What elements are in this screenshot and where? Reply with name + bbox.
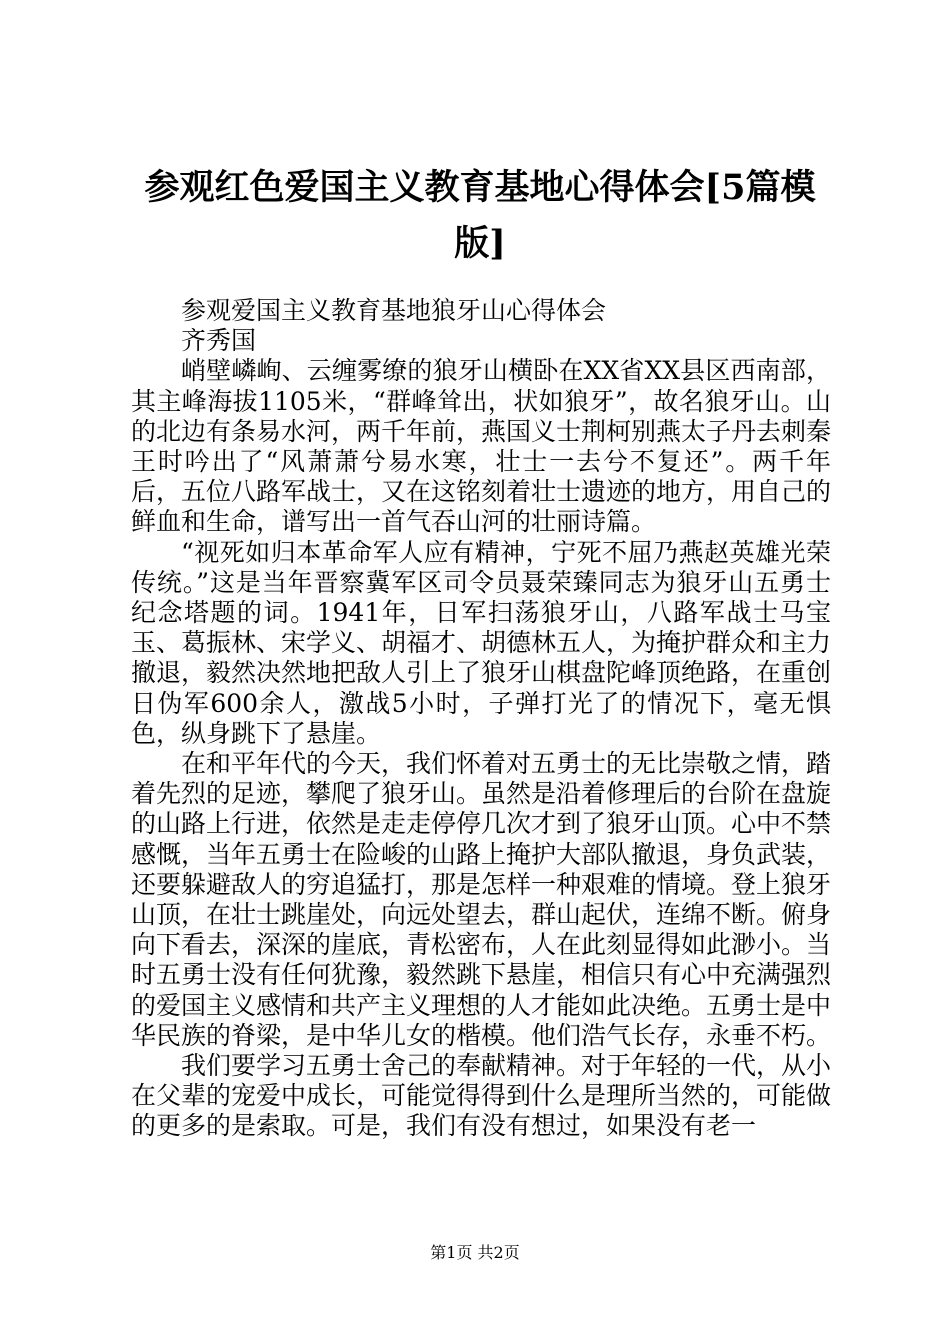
subtitle-line: 参观爱国主义教育基地狼牙山心得体会 [181, 296, 607, 325]
paragraph: 我们要学习五勇士舍己的奉献精神。对于年轻的一代，从小在父辈的宠爱中成长，可能觉得得到什么是理所当然的，可能做的更多的是索取。可是，我们有没有想过，如果没有老一 [131, 1051, 832, 1141]
page-footer: 第1页 共2页 [430, 1243, 520, 1262]
paragraph: 在和平年代的今天，我们怀着对五勇士的无比崇敬之情，踏着先烈的足迹，攀爬了狼牙山。虽然是沿着修理后的台阶在盘旋的山路上行进，依然是走走停停几次才到了狼牙山顶。心中不禁感慨，当年五勇士在险峻的山路上掩护大部队撤退，身负武装，还要躲避敌人的穷追猛打，那是怎样一种艰难的情境。登上狼牙山顶，在壮士跳崖处，向远处望去，群山起伏，连绵不断。俯身向下看去，深深的崖底，青松密布，人在此刻显得如此渺小。当时五勇士没有任何犹豫，毅然跳下悬崖，相信只有心中充满强烈的爱国主义感情和共产主义理想的人才能如此决绝。五勇士是中华民族的脊梁，是中华儿女的楷模。他们浩气长存，永垂不朽。 [131, 749, 832, 1050]
document-body [131, 296, 831, 1142]
document-title: 参观红色爱国主义教育基地心得体会[5篇模版] [144, 167, 816, 264]
paragraph: 峭壁嶙峋、云缠雾缭的狼牙山横卧在XX省XX县区西南部，其主峰海拔1105米，“群峰耸出，状如狼牙”，故名狼牙山。山的北边有条易水河，两千年前，燕国义士荆柯别燕太子丹去刺秦王时吟出了“风萧萧兮易水寒，壮士一去兮不复还”。两千年后，五位八路军战士，又在这铭刻着壮士遗迹的地方，用自己的鲜血和生命，谱写出一首气吞山河的壮丽诗篇。 [131, 356, 832, 537]
author-line: 齐秀国 [181, 326, 257, 356]
paragraph: “视死如归本革命军人应有精神，宁死不屈乃燕赵英雄光荣传统。”这是当年晋察冀军区司令员聂荣臻同志为狼牙山五勇士纪念塔题的词。1941年，日军扫荡狼牙山，八路军战士马宝玉、葛振林、宋学义、胡福才、胡德林五人，为掩护群众和主力撤退，毅然决然地把敌人引上了狼牙山棋盘陀峰顶绝路，在重创日伪军600余人，激战5小时，子弹打光了的情况下，毫无惧色，纵身跳下了悬崖。 [131, 537, 832, 748]
